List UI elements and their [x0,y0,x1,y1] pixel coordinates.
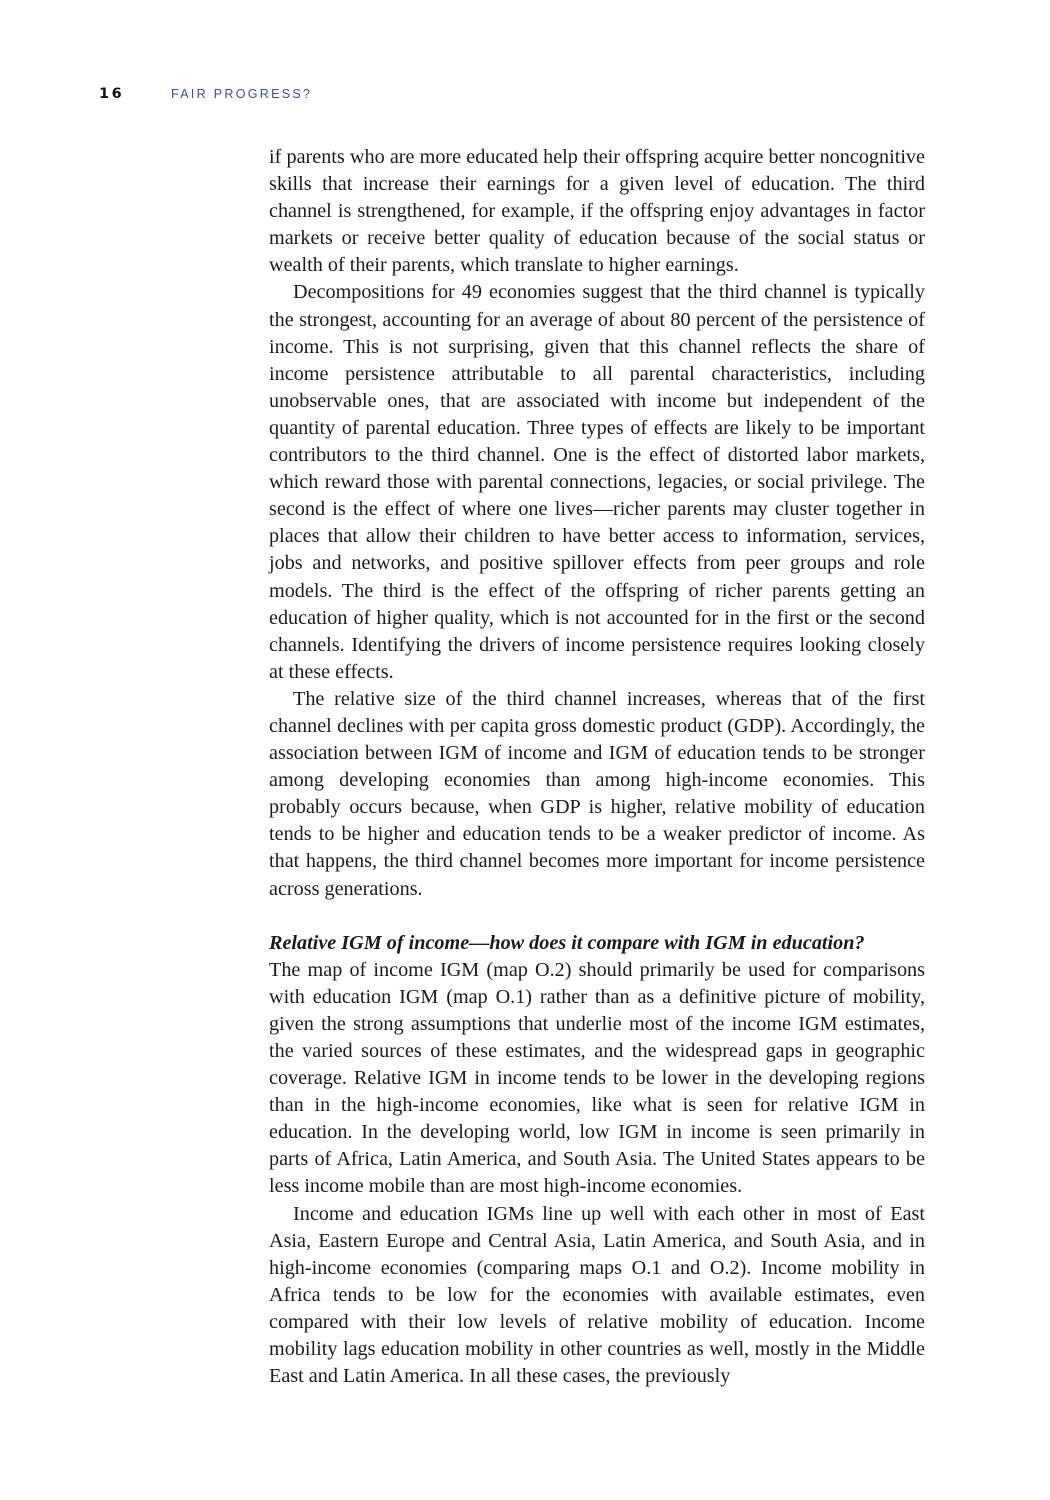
section-subheading: Relative IGM of income—how does it compare with IGM in education? [269,931,865,954]
paragraph-income-igm-map: The map of income IGM (map O.2) should primarily be used for comparisons with education IGM (map O.1) rather than as a definitive picture of mobility, given the strong assumptions that underlie most of the income IGM estimates, the varied sources of these estimates, and the widespread gaps in geographic coverage. Relative IGM in income tends to be lower in the developing regions than in the high-income economies, like what is seen for relative IGM in education. In the developing world, low IGM in income is seen primarily in parts of Africa, Latin America, and South Asia. The United States appears to be less income mobile than are most high-income economies. [269,958,925,1198]
paragraph-third-channel-size: The relative size of the third channel increases, whereas that of the first channel declines with per capita gross domestic product (GDP). Accordingly, the association between IGM of income and IGM of education tends to be stronger among developing economies than among high-income economies. This probably occurs because, when GDP is higher, relative mobility of education tends to be higher and education tends to be a weaker predictor of income. As that happens, the third channel becomes more important for income persistence across generations. [269,687,925,900]
running-head [99,84,312,104]
paragraph-continued: if parents who are more educated help their offspring acquire better noncognitive skills that increase their earnings for a given level of education. The third channel is strengthened, for example, if the offspring enjoy advantages in factor markets or receive better quality of education because of the social status or wealth of their parents, which translate to higher earnings. [269,146,925,277]
paragraph-igm-comparison: Income and education IGMs line up well with each other in most of East Asia, Eastern Europe and Central Asia, Latin America, and South Asia, and in high-income economies (comparing maps O.1 and O.2). Income mobility in Africa tends to be low for the economies with available estimates, even compared with their low levels of relative mobility of education. Income mobility lags education mobility in other countries as well, mostly in the Middle East and Latin America. In all these cases, the previously [269,1202,925,1388]
body-text [269,144,925,1390]
running-title: FAIR PROGRESS? [171,87,313,101]
page-number: 16 [99,86,125,102]
paragraph-decompositions: Decompositions for 49 economies suggest that the third channel is typically the strongest, accounting for an average of about 80 percent of the persistence of income. This is not surprising, given that this channel reflects the share of income persistence attributable to all parental characteristics, including unobservable ones, that are associated with income but independent of the quantity of parental education. Three types of effects are likely to be important contributors to the third channel. One is the effect of distorted labor markets, which reward those with parental connections, legacies, or social privilege. The second is the effect of where one lives—richer parents may cluster together in places that allow their children to have better access to information, services, jobs and networks, and positive spillover effects from peer groups and role models. The third is the effect of the offspring of richer parents getting an education of higher quality, which is not accounted for in the first or the second channels. Identifying the drivers of income persistence requires looking closely at these effects. [269,281,925,683]
